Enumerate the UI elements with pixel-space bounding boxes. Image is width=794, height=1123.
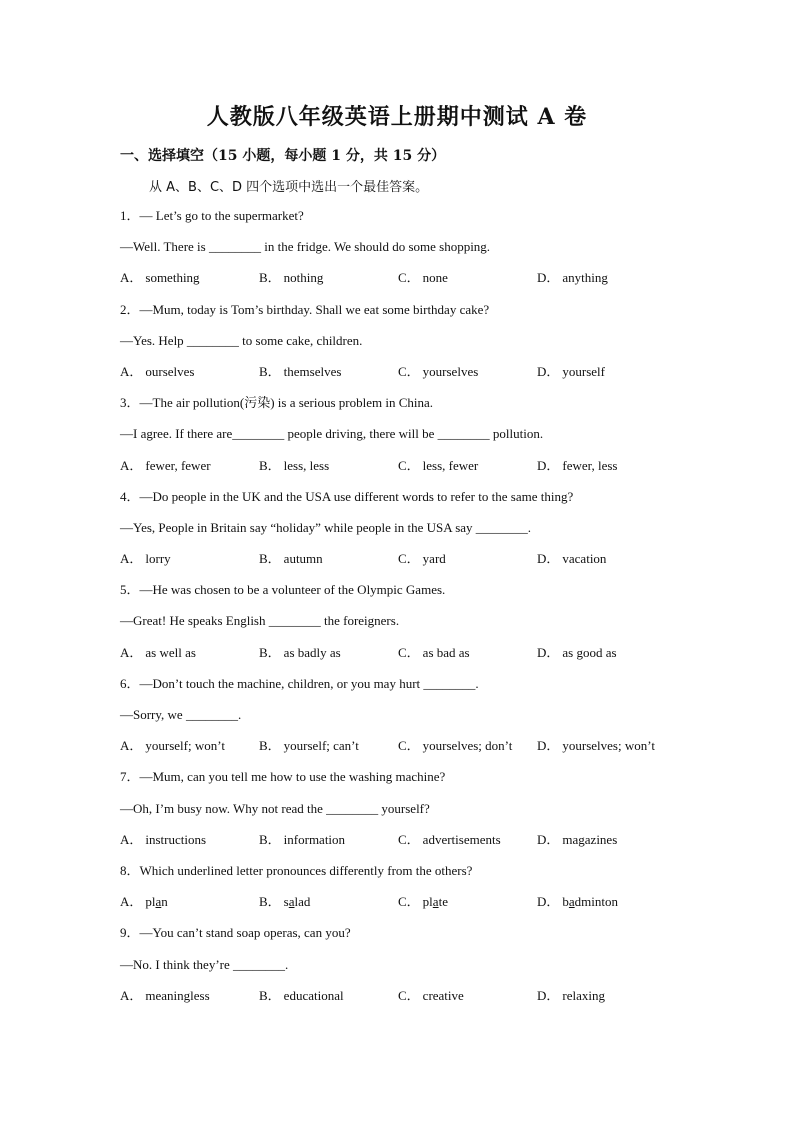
question-item — [120, 921, 680, 1015]
option-letter: C． — [398, 363, 420, 379]
option-letter: C． — [398, 644, 420, 660]
answer-option — [537, 828, 676, 859]
section-instruction: 从 A、B、C、D 四个选项中选出一个最佳答案。 — [149, 180, 429, 195]
option-text: yourselves — [422, 363, 479, 379]
option-text: fewer, less — [562, 457, 618, 473]
question-item — [120, 578, 680, 672]
option-text: badminton — [562, 894, 619, 910]
answer-option — [120, 266, 259, 297]
answer-option — [259, 454, 398, 485]
option-letter: A． — [120, 987, 143, 1003]
option-text: vacation — [562, 551, 607, 567]
question-prompt: 7．—Mum, can you tell me how to use the washing machine? — [120, 769, 446, 785]
answer-options — [120, 828, 680, 859]
answer-option — [398, 266, 537, 297]
answer-option — [120, 360, 259, 391]
question-response: —Yes. Help ________ to some cake, children. — [120, 332, 363, 348]
answer-option — [259, 266, 398, 297]
question-response: —Great! He speaks English ________ the foreigners. — [120, 613, 400, 629]
option-letter: C． — [398, 894, 420, 910]
option-letter: B． — [259, 894, 281, 910]
question-prompt: 2．—Mum, today is Tom’s birthday. Shall we eat some birthday cake? — [120, 301, 490, 317]
question-prompt: 8．Which underlined letter pronounces differently from the others? — [120, 862, 473, 878]
option-text: educational — [283, 987, 344, 1003]
option-text: nothing — [283, 270, 324, 286]
option-text: fewer, fewer — [145, 457, 211, 473]
option-text: less, fewer — [422, 457, 479, 473]
answer-option — [537, 547, 676, 578]
answer-option — [259, 641, 398, 672]
option-text: as well as — [145, 644, 196, 660]
answer-option — [120, 454, 259, 485]
question-item — [120, 391, 680, 485]
option-letter: A． — [120, 738, 143, 754]
option-letter: C． — [398, 457, 420, 473]
question-response: —Well. There is ________ in the fridge. We should do some shopping. — [120, 239, 491, 255]
question-item — [120, 859, 680, 921]
option-letter: A． — [120, 363, 143, 379]
option-letter: C． — [398, 551, 420, 567]
underlined-letter: a — [432, 894, 439, 910]
option-letter: B． — [259, 738, 281, 754]
option-text: autumn — [283, 551, 323, 567]
option-text: yourself; can’t — [283, 738, 359, 754]
option-letter: D． — [537, 738, 560, 754]
answer-option — [537, 984, 676, 1015]
option-text: yourself — [562, 363, 605, 379]
question-prompt: 1．— Let’s go to the supermarket? — [120, 208, 304, 223]
answer-option — [120, 734, 259, 765]
option-text: plate — [422, 894, 448, 910]
answer-option — [537, 890, 676, 921]
answer-option — [259, 547, 398, 578]
answer-option — [537, 641, 676, 672]
answer-option — [398, 454, 537, 485]
option-text: lorry — [145, 551, 171, 567]
option-letter: A． — [120, 270, 143, 286]
option-text: themselves — [283, 363, 342, 379]
option-letter: D． — [537, 270, 560, 286]
option-text: yourself; won’t — [145, 738, 225, 754]
answer-option — [259, 890, 398, 921]
question-item — [120, 298, 680, 392]
option-letter: A． — [120, 457, 143, 473]
option-text: salad — [283, 894, 311, 910]
option-text: plan — [145, 894, 168, 910]
option-letter: B． — [259, 457, 281, 473]
answer-option — [259, 984, 398, 1015]
option-text: yard — [422, 551, 446, 567]
question-list — [120, 204, 680, 1015]
answer-option — [537, 734, 676, 765]
answer-option — [398, 360, 537, 391]
question-item — [120, 485, 680, 579]
option-letter: D． — [537, 363, 560, 379]
section-heading: 一、选择填空（15 小题，每小题 1 分，共 15 分） — [120, 148, 446, 164]
option-text: yourselves; won’t — [562, 738, 655, 754]
answer-options — [120, 266, 680, 297]
answer-option — [259, 828, 398, 859]
option-letter: A． — [120, 551, 143, 567]
answer-options — [120, 360, 680, 391]
question-item — [120, 204, 680, 298]
question-response: —I agree. If there are________ people driving, there will be ________ pollution. — [120, 426, 544, 442]
option-letter: D． — [537, 551, 560, 567]
option-text: as bad as — [422, 644, 470, 660]
option-letter: D． — [537, 457, 560, 473]
question-response: —No. I think they’re ________. — [120, 956, 289, 972]
answer-option — [120, 641, 259, 672]
option-text: advertisements — [422, 831, 501, 847]
question-prompt: 5．—He was chosen to be a volunteer of the Olympic Games. — [120, 582, 446, 598]
answer-option — [537, 360, 676, 391]
option-letter: A． — [120, 831, 143, 847]
option-text: as badly as — [283, 644, 341, 660]
option-letter: B． — [259, 551, 281, 567]
option-text: instructions — [145, 831, 207, 847]
answer-options — [120, 984, 680, 1015]
answer-option — [398, 890, 537, 921]
answer-options — [120, 547, 680, 578]
option-text: information — [283, 831, 346, 847]
question-item — [120, 672, 680, 766]
option-text: less, less — [283, 457, 330, 473]
option-text: yourselves; don’t — [422, 738, 513, 754]
answer-option — [259, 734, 398, 765]
answer-option — [120, 890, 259, 921]
question-prompt: 6．—Don’t touch the machine, children, or you may hurt ________. — [120, 675, 479, 691]
underlined-letter: a — [568, 894, 575, 910]
option-letter: D． — [537, 894, 560, 910]
option-letter: D． — [537, 644, 560, 660]
option-letter: B． — [259, 831, 281, 847]
answer-option — [120, 828, 259, 859]
question-response: —Oh, I’m busy now. Why not read the ________ yourself? — [120, 800, 430, 816]
answer-options — [120, 641, 680, 672]
option-text: anything — [562, 270, 608, 286]
page-title: 人教版八年级英语上册期中测试 A 卷 — [206, 104, 588, 130]
question-response: —Yes, People in Britain say “holiday” while people in the USA say ________. — [120, 519, 532, 535]
answer-option — [259, 360, 398, 391]
option-letter: B． — [259, 270, 281, 286]
underlined-letter: a — [155, 894, 162, 910]
question-item — [120, 765, 680, 859]
answer-option — [398, 641, 537, 672]
option-letter: B． — [259, 363, 281, 379]
answer-option — [398, 734, 537, 765]
answer-options — [120, 734, 680, 765]
question-prompt: 9．—You can’t stand soap operas, can you? — [120, 925, 351, 941]
answer-option — [120, 984, 259, 1015]
answer-option — [398, 828, 537, 859]
question-prompt: 3．—The air pollution(污染) is a serious problem in China. — [120, 395, 434, 411]
option-text: none — [422, 270, 448, 286]
answer-option — [398, 984, 537, 1015]
answer-options — [120, 890, 680, 921]
option-letter: C． — [398, 831, 420, 847]
option-text: meaningless — [145, 987, 210, 1003]
option-text: as good as — [562, 644, 617, 660]
answer-options — [120, 454, 680, 485]
option-text: ourselves — [145, 363, 195, 379]
option-letter: C． — [398, 738, 420, 754]
option-text: something — [145, 270, 200, 286]
option-letter: A． — [120, 644, 143, 660]
option-letter: A． — [120, 894, 143, 910]
option-letter: C． — [398, 270, 420, 286]
option-letter: C． — [398, 987, 420, 1003]
option-letter: B． — [259, 644, 281, 660]
answer-option — [537, 266, 676, 297]
question-response: —Sorry, we ________. — [120, 707, 242, 722]
option-letter: B． — [259, 987, 281, 1003]
answer-option — [537, 454, 676, 485]
option-text: magazines — [562, 831, 618, 847]
option-text: creative — [422, 987, 464, 1003]
underlined-letter: a — [288, 894, 295, 910]
option-letter: D． — [537, 831, 560, 847]
option-letter: D． — [537, 987, 560, 1003]
option-text: relaxing — [562, 987, 605, 1003]
question-prompt: 4．—Do people in the UK and the USA use different words to refer to the same thing? — [120, 488, 574, 504]
answer-option — [120, 547, 259, 578]
answer-option — [398, 547, 537, 578]
